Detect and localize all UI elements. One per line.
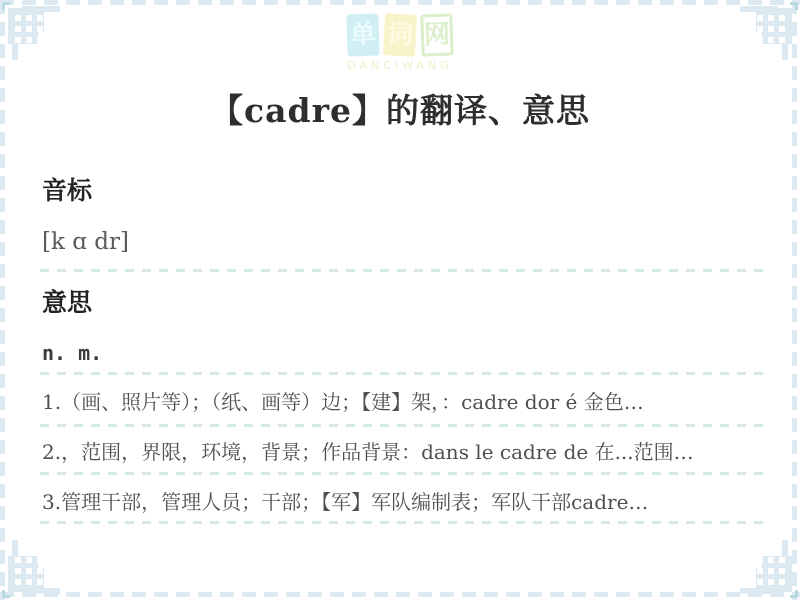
separator: [40, 269, 766, 272]
corner-ornament-icon: [740, 540, 798, 598]
watermark-subtext: DANCIWANG: [347, 59, 453, 72]
corner-ornament-icon: [740, 2, 798, 60]
definition-item: 2.，范围，界限，环境，背景；作品背景：dans le cadre de 在...范围…: [42, 440, 694, 464]
corner-ornament-icon: [2, 2, 60, 60]
page-border-top: [0, 0, 800, 5]
phonetic-value: [k ɑ dr]: [42, 229, 129, 255]
part-of-speech-label: n. m.: [42, 341, 103, 365]
page-title: 【cadre】的翻译、意思: [210, 91, 590, 130]
phonetic-section-heading: 音标: [42, 176, 93, 205]
page-border-bottom: [0, 592, 800, 597]
corner-ornament-icon: [2, 540, 60, 598]
definition-item: 3.管理干部，管理人员；干部；【军】军队编制表；军队干部cadre…: [42, 490, 649, 514]
separator: [40, 521, 766, 524]
separator: [40, 424, 766, 427]
watermark-tiles: [347, 14, 453, 56]
separator: [40, 372, 766, 375]
watermark-tile-ci: 词: [383, 13, 417, 57]
watermark-tile-dan: 单: [346, 13, 379, 56]
separator: [40, 472, 766, 475]
watermark-tile-wang: 网: [420, 13, 453, 56]
watermark-logo: [347, 14, 453, 72]
definition-item: 1.（画、照片等）；（纸、画等）边；【建】架，：cadre dor é 金色…: [42, 390, 644, 414]
meaning-section-heading: 意思: [42, 288, 93, 317]
